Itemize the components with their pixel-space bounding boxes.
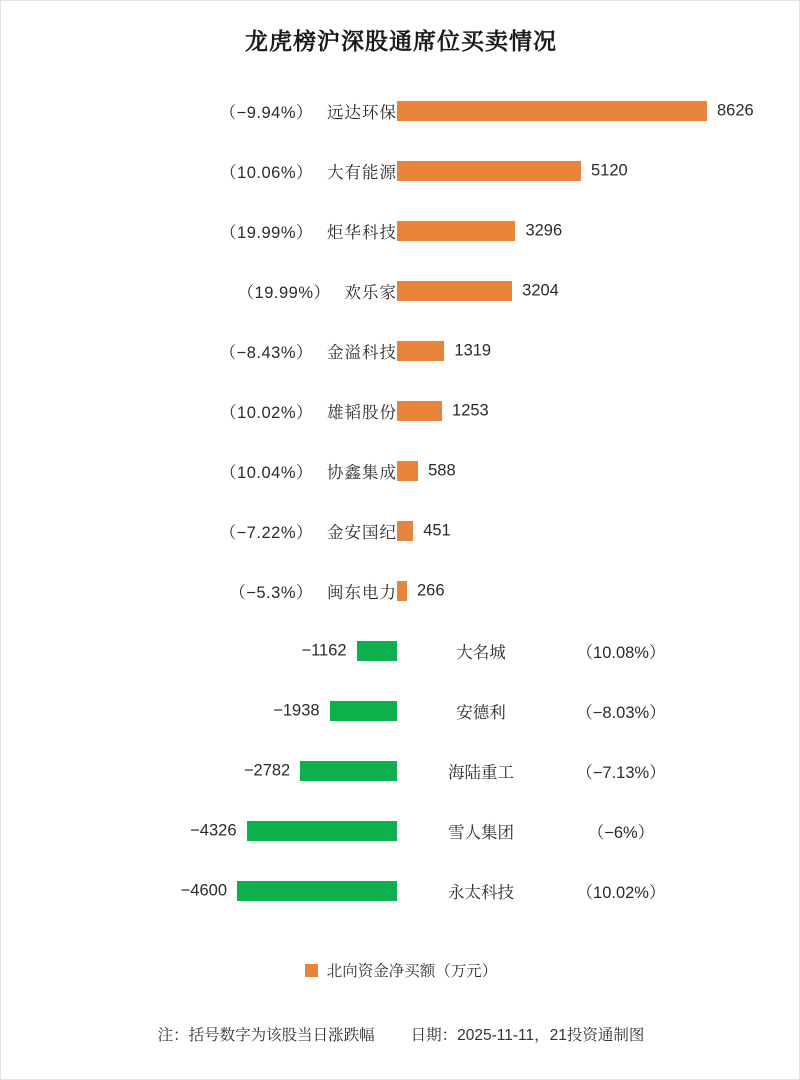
bar-name-label: 闽东电力 <box>327 584 397 602</box>
bar-name-label: 海陆重工 <box>448 764 514 782</box>
bar <box>397 221 515 241</box>
bar-name-label: 金溢科技 <box>327 344 397 362</box>
bar-change-label: （19.99%） <box>220 224 313 242</box>
bar-row <box>1 321 800 381</box>
bar-value-label: −1162 <box>301 641 347 660</box>
bar-row <box>1 561 800 621</box>
bar <box>397 521 413 541</box>
bar <box>397 101 707 121</box>
bar-change-label: （−5.3%） <box>229 584 313 602</box>
bar-change-label: （−7.22%） <box>219 524 313 542</box>
bar <box>247 821 397 841</box>
bar-row <box>1 681 800 741</box>
bar-value-label: 3296 <box>525 221 563 240</box>
bar-row <box>1 201 800 261</box>
bar <box>330 701 397 721</box>
bar-change-label: （10.08%） <box>576 644 666 662</box>
bar <box>397 341 444 361</box>
bar-value-label: −4326 <box>190 821 237 840</box>
bar-category-label <box>220 99 397 123</box>
bar-name-label: 雄韬股份 <box>327 404 397 422</box>
bar-change-label: （−9.94%） <box>219 104 313 122</box>
bar-category-label <box>220 519 397 543</box>
bar-name-label: 雪人集团 <box>448 824 514 842</box>
bar-row <box>1 381 800 441</box>
bar-row <box>1 861 800 921</box>
bar-category-label <box>229 579 397 603</box>
bar-row <box>1 801 800 861</box>
bar-value-label: −2782 <box>243 761 291 780</box>
legend-swatch-icon <box>305 964 318 977</box>
bar-category-label <box>220 219 397 243</box>
bar-row <box>1 141 800 201</box>
bar <box>397 581 407 601</box>
bar-change-label: （19.99%） <box>237 284 331 302</box>
bar-name-label: 大有能源 <box>327 164 397 182</box>
bar-row <box>1 81 800 141</box>
bar-change-label: （−8.43%） <box>219 344 313 362</box>
bar-name-label: 永太科技 <box>448 884 514 902</box>
bar-change-label: （10.02%） <box>576 884 666 902</box>
bar-name-label: 协鑫集成 <box>327 464 397 482</box>
bar <box>300 761 397 781</box>
bar-change-label: （−7.13%） <box>576 764 666 782</box>
bar-name-label: 欢乐家 <box>344 284 397 302</box>
bar-value-label: 3204 <box>522 281 559 300</box>
bar-category-label <box>220 339 397 363</box>
bar <box>397 401 442 421</box>
bar-category-label <box>238 279 397 303</box>
bar <box>397 461 418 481</box>
page-title: 龙虎榜沪深股通席位买卖情况 <box>245 28 557 54</box>
bar-value-label: 5120 <box>591 161 628 180</box>
chart-legend <box>1 959 800 981</box>
bar-change-label: （−8.03%） <box>576 704 666 722</box>
bar-row <box>1 441 800 501</box>
bar-row <box>1 261 800 321</box>
bar-change-label: （10.04%） <box>220 464 313 482</box>
bar-name-label: 金安国纪 <box>327 524 397 542</box>
bar-category-label <box>220 459 397 483</box>
bar-change-label: （10.06%） <box>220 164 313 182</box>
bar-name-label: 炬华科技 <box>327 224 397 242</box>
bar-value-label: 1319 <box>454 341 492 360</box>
bar-value-label: −4600 <box>180 881 227 900</box>
bar-chart-plot <box>1 81 800 921</box>
footer-source: 日期：2025-11-11，21投资通制图 <box>410 1027 645 1044</box>
bar-value-label: −1938 <box>273 701 320 720</box>
bar <box>237 881 397 901</box>
bar-value-label: 1253 <box>452 401 489 420</box>
bar-name-label: 安德利 <box>456 704 506 722</box>
bar-change-label: （−6%） <box>587 824 655 842</box>
bar-category-label <box>220 399 397 423</box>
bar-value-label: 588 <box>428 461 456 480</box>
bar-name-label: 远达环保 <box>327 104 397 122</box>
chart-footer <box>1 1023 800 1045</box>
bar-name-label: 大名城 <box>456 644 506 662</box>
bar-value-label: 8626 <box>717 101 754 120</box>
bar-category-label <box>220 159 397 183</box>
bar <box>397 281 512 301</box>
bar-row <box>1 741 800 801</box>
legend-label: 北向资金净买额（万元） <box>326 963 498 980</box>
footer-note: 注：括号数字为该股当日涨跌幅 <box>157 1027 375 1044</box>
bar-row <box>1 621 800 681</box>
bar-row <box>1 501 800 561</box>
bar-value-label: 266 <box>417 581 445 600</box>
bar <box>357 641 397 661</box>
bar <box>397 161 581 181</box>
bar-value-label: 451 <box>423 521 451 540</box>
bar-change-label: （10.02%） <box>220 404 313 422</box>
